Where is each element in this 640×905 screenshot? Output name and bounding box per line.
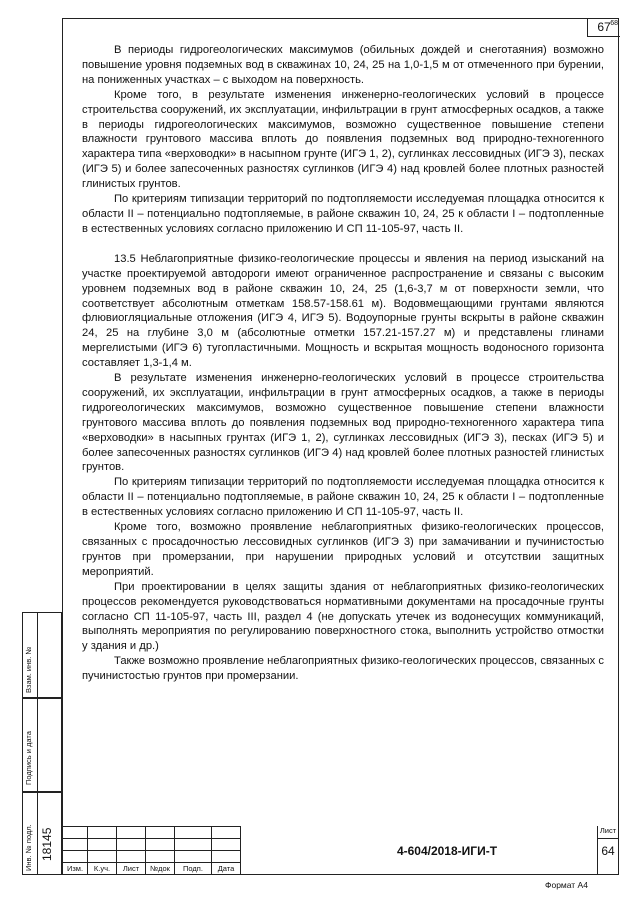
paragraph: Кроме того, возможно проявление неблагоприятных физико-геологических процессов, связанных с просадочностью лессовидных суглинков (ИГЭ 3) при замачивании и пучинистостью грунтов при промерзании, при нарушении природных условий и отсутствии защитных мероприятий. bbox=[82, 521, 604, 578]
format-label: Формат А4 bbox=[545, 880, 588, 890]
side-divider bbox=[37, 613, 38, 697]
side-block-podpis bbox=[22, 698, 62, 792]
side-block-inv bbox=[22, 792, 62, 875]
side-label-vzam: Взам. инв. № bbox=[24, 646, 33, 693]
side-divider bbox=[37, 699, 38, 791]
paragraph: При проектировании в целях защиты здания от неблагоприятных физико-геологических процессов рекомендуется руководствоваться нормативными документами на просадочные грунты согласно СП 11-105-97, часть III, раздел 4 (не допускать утечек из водонесущих коммуникаций, выполнять мероприятия по регулированию поверхностного стока, выполнить устройство отмостки у здания и др.) bbox=[82, 580, 604, 653]
paragraph: В результате изменения инженерно-геологических условий в процессе строительства сооружений, их эксплуатации, инфильтрации в грунт атмосферных осадков, а также в периоды гидрогеологических максимумов, возможно существенное повышение степени влажности грунтового массива вплоть до появления подземных вод природно-техногенного характера типа «верховодки» в насыпных грунтах (ИГЭ 1, 2), суглинках лессовидных (ИГЭ 3), песках (ИГЭ 5) и более запесоченных разностях суглинков (ИГЭ 4) над кровлей более плотных разностей глинистых грунтов. bbox=[82, 372, 604, 474]
stamp-col-izm: Изм. bbox=[63, 863, 88, 875]
page-corner-number bbox=[587, 19, 620, 37]
side-inv-value: 18145 bbox=[40, 827, 54, 861]
document-code: 4-604/2018-ИГИ-Т bbox=[396, 844, 498, 858]
stamp-divider bbox=[597, 838, 619, 839]
paragraph: По критериям типизации территорий по подтопляемости исследуемая площадка относится к области II – потенциально подтопляемые, в районе скважин 10, 24, 25 к области I – подтопленные в естественных условиях согласно приложению И СП 11-105-97, часть II. bbox=[82, 193, 604, 235]
side-label-podpis: Подпись и дата bbox=[24, 731, 33, 785]
corner-main-number: 67 bbox=[597, 20, 611, 34]
side-divider bbox=[37, 793, 38, 874]
section-gap bbox=[82, 237, 604, 252]
stamp-col-podp: Подп. bbox=[175, 863, 212, 875]
document-body bbox=[82, 43, 604, 684]
side-label-inv: Инв. № подл. bbox=[24, 824, 33, 871]
paragraph: По критериям типизации территорий по подтопляемости исследуемая площадка относится к области II – потенциально подтопляемые, в районе скважин 10, 24, 25 к области I – подтопленные в естественных условиях согласно приложению И СП 11-105-97, часть II. bbox=[82, 476, 604, 519]
stamp-col-ndok: №док bbox=[146, 863, 175, 875]
paragraph: 13.5 Неблагоприятные физико-геологические процессы и явления на период изысканий на участке проектируемой автодороги имеют ограниченное распространение и связаны с высоким уровнем подземных вод в районе скважин 10, 24, 25 (1,6-3,7 м от поверхности земли, что соответствует абсолютным отметкам 158.57-158.61 м). Водовмещающими грунтами являются флювиогляциальные отложения (ИГЭ 4, ИГЭ 5). Водоупорные грунты вскрыты в районе скважин 24, 25 на глубине 3,0 м (абсолютные отметки 157.21-157.27 м) и представлены глинами мергелистыми (ИГЭ 6) тугопластичными. Мощность и вскрытая мощность водоносного горизонта составляет 1,3-1,4 м. bbox=[82, 252, 604, 370]
stamp-col-data: Дата bbox=[212, 863, 241, 875]
paragraph: В периоды гидрогеологических максимумов (обильных дождей и снеготаяния) возможно повышение уровня подземных вод в скважинах 10, 24, 25 на 1,0-1,5 м от отмеченного при бурении, на пониженных участках – с выходом на поверхность. bbox=[82, 44, 604, 86]
corner-small-number: 68 bbox=[610, 20, 618, 27]
paragraph: Также возможно проявление неблагоприятных физико-геологических процессов, связанных с пучинистостью грунтов при промерзании. bbox=[82, 655, 604, 683]
sheet-number: 64 bbox=[601, 844, 615, 858]
stamp-col-list: Лист bbox=[117, 863, 146, 875]
paragraph: Кроме того, в результате изменения инженерно-геологических условий в процессе строительства сооружений, их эксплуатации, инфильтрации в грунт атмосферных осадков, а также в периоды гидрогеологических максимумов, возможно существенное повышение степени влажности грунтового массива вплоть до появления подземных вод природно-техногенного характера типа «верховодки» в насыпном грунте (ИГЭ 1, 2), суглинках лессовидных (ИГЭ 3), песках (ИГЭ 5) и более запесоченных разностях суглинков (ИГЭ 4) над кровлей более плотных разностей глинистых грунтов. bbox=[82, 88, 604, 191]
title-block bbox=[62, 826, 619, 875]
sheet-label: Лист bbox=[599, 826, 617, 835]
side-block-vzam bbox=[22, 612, 62, 698]
stamp-table bbox=[62, 826, 241, 875]
stamp-col-kuch: К.уч. bbox=[88, 863, 117, 875]
